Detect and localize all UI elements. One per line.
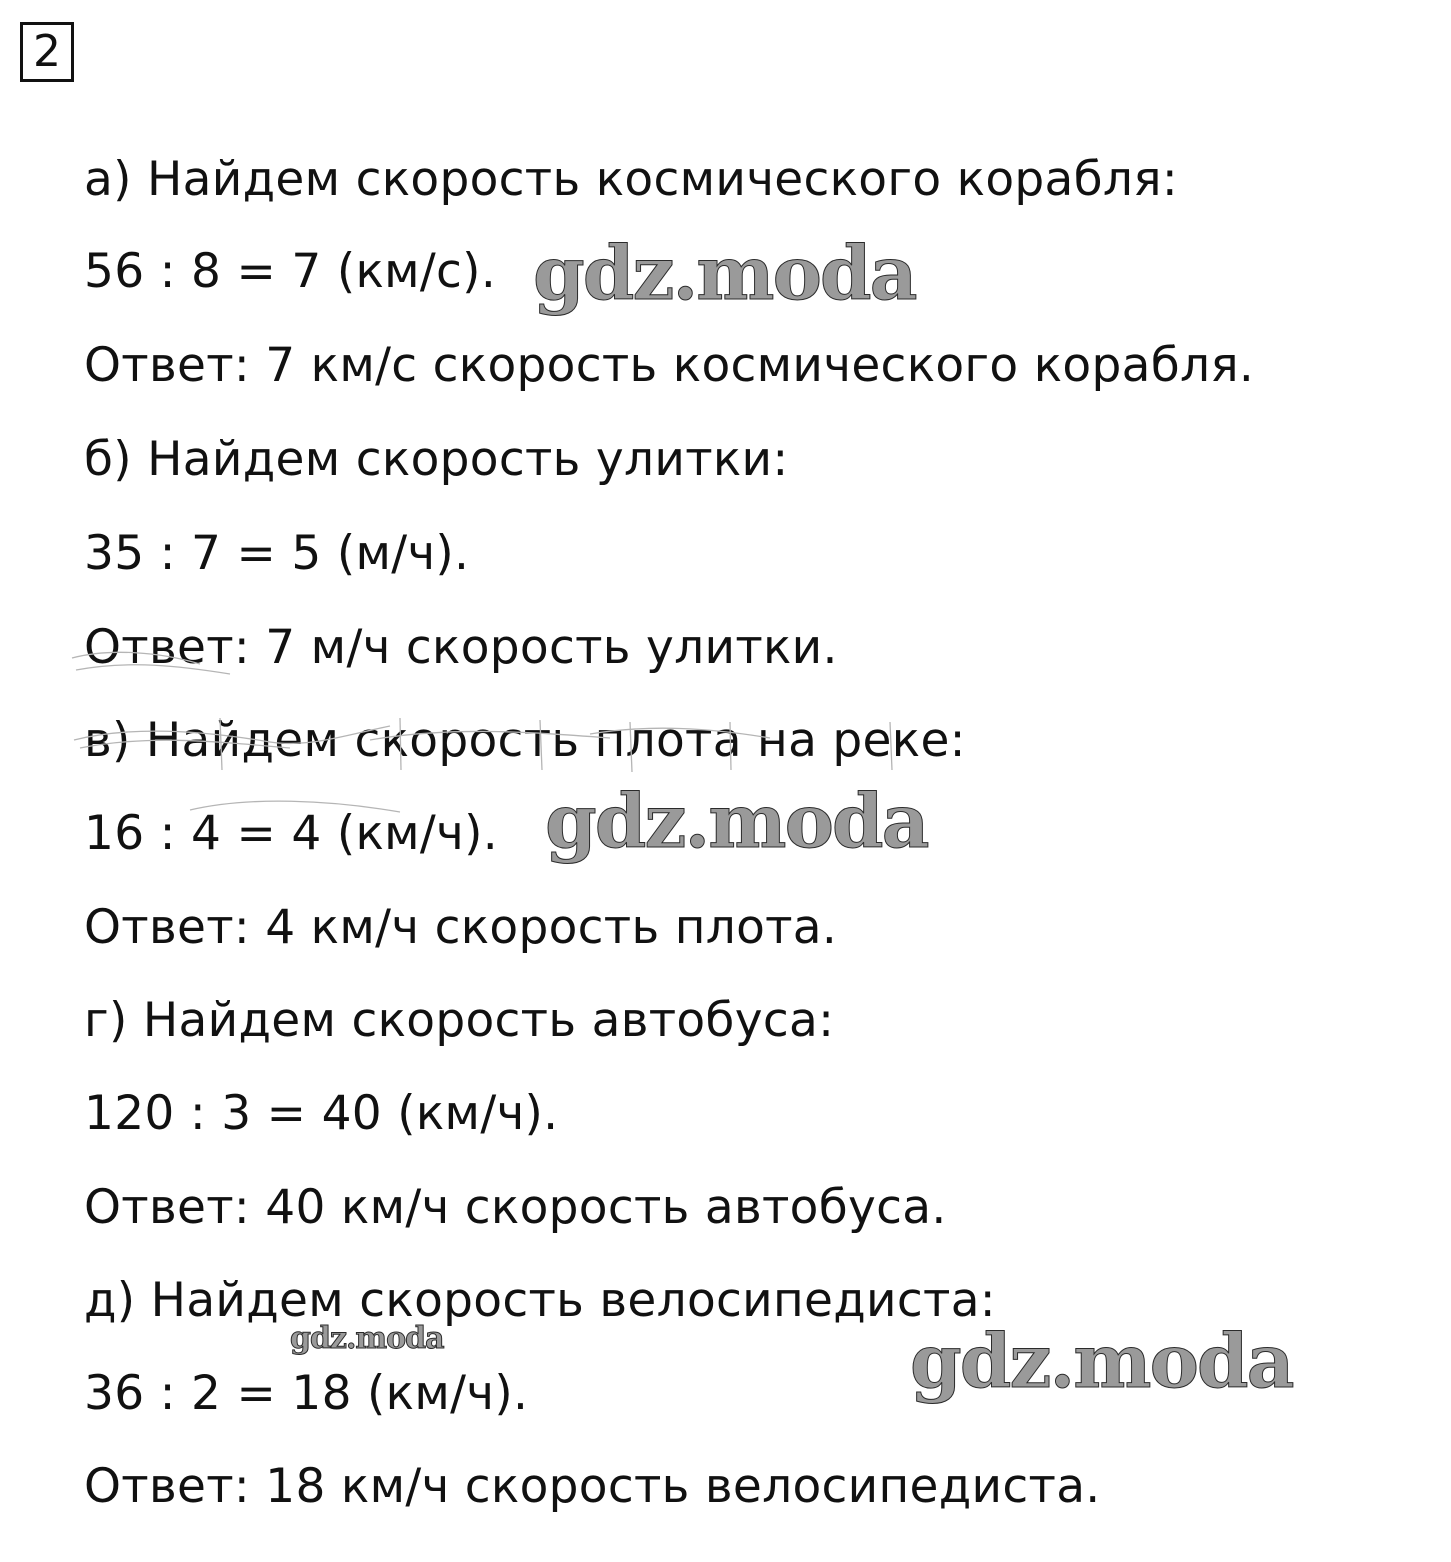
part-g-answer: Ответ: 40 км/ч скорость автобуса.: [84, 1180, 947, 1235]
part-d-answer: Ответ: 18 км/ч скорость велосипедиста.: [84, 1459, 1101, 1514]
gdz-moda-watermark: gdz.moda: [533, 231, 916, 317]
part-a-answer: Ответ: 7 км/с скорость космического корабля.: [84, 338, 1255, 393]
part-g-calculation: 120 : 3 = 40 (км/ч).: [84, 1086, 559, 1141]
part-b-answer: Ответ: 7 м/ч скорость улитки.: [84, 620, 838, 675]
part-d-calculation: 36 : 2 = 18 (км/ч).: [84, 1366, 529, 1421]
part-a-heading: а) Найдем скорость космического корабля:: [84, 152, 1178, 207]
part-d-heading: д) Найдем скорость велосипедиста:: [84, 1273, 996, 1328]
gdz-moda-watermark: gdz.moda: [545, 779, 928, 865]
gdz-moda-watermark: gdz.moda: [910, 1319, 1293, 1405]
part-g-heading: г) Найдем скорость автобуса:: [84, 993, 835, 1048]
part-b-calculation: 35 : 7 = 5 (м/ч).: [84, 526, 470, 581]
gdz-moda-watermark: gdz.moda: [290, 1321, 444, 1356]
part-v-heading: в) Найдем скорость плота на реке:: [84, 713, 966, 768]
part-v-answer: Ответ: 4 км/ч скорость плота.: [84, 900, 838, 955]
part-v-calculation: 16 : 4 = 4 (км/ч).: [84, 806, 498, 861]
part-b-heading: б) Найдем скорость улитки:: [84, 432, 789, 487]
part-a-calculation: 56 : 8 = 7 (км/с).: [84, 244, 497, 299]
task-number-box: 2: [20, 22, 74, 82]
